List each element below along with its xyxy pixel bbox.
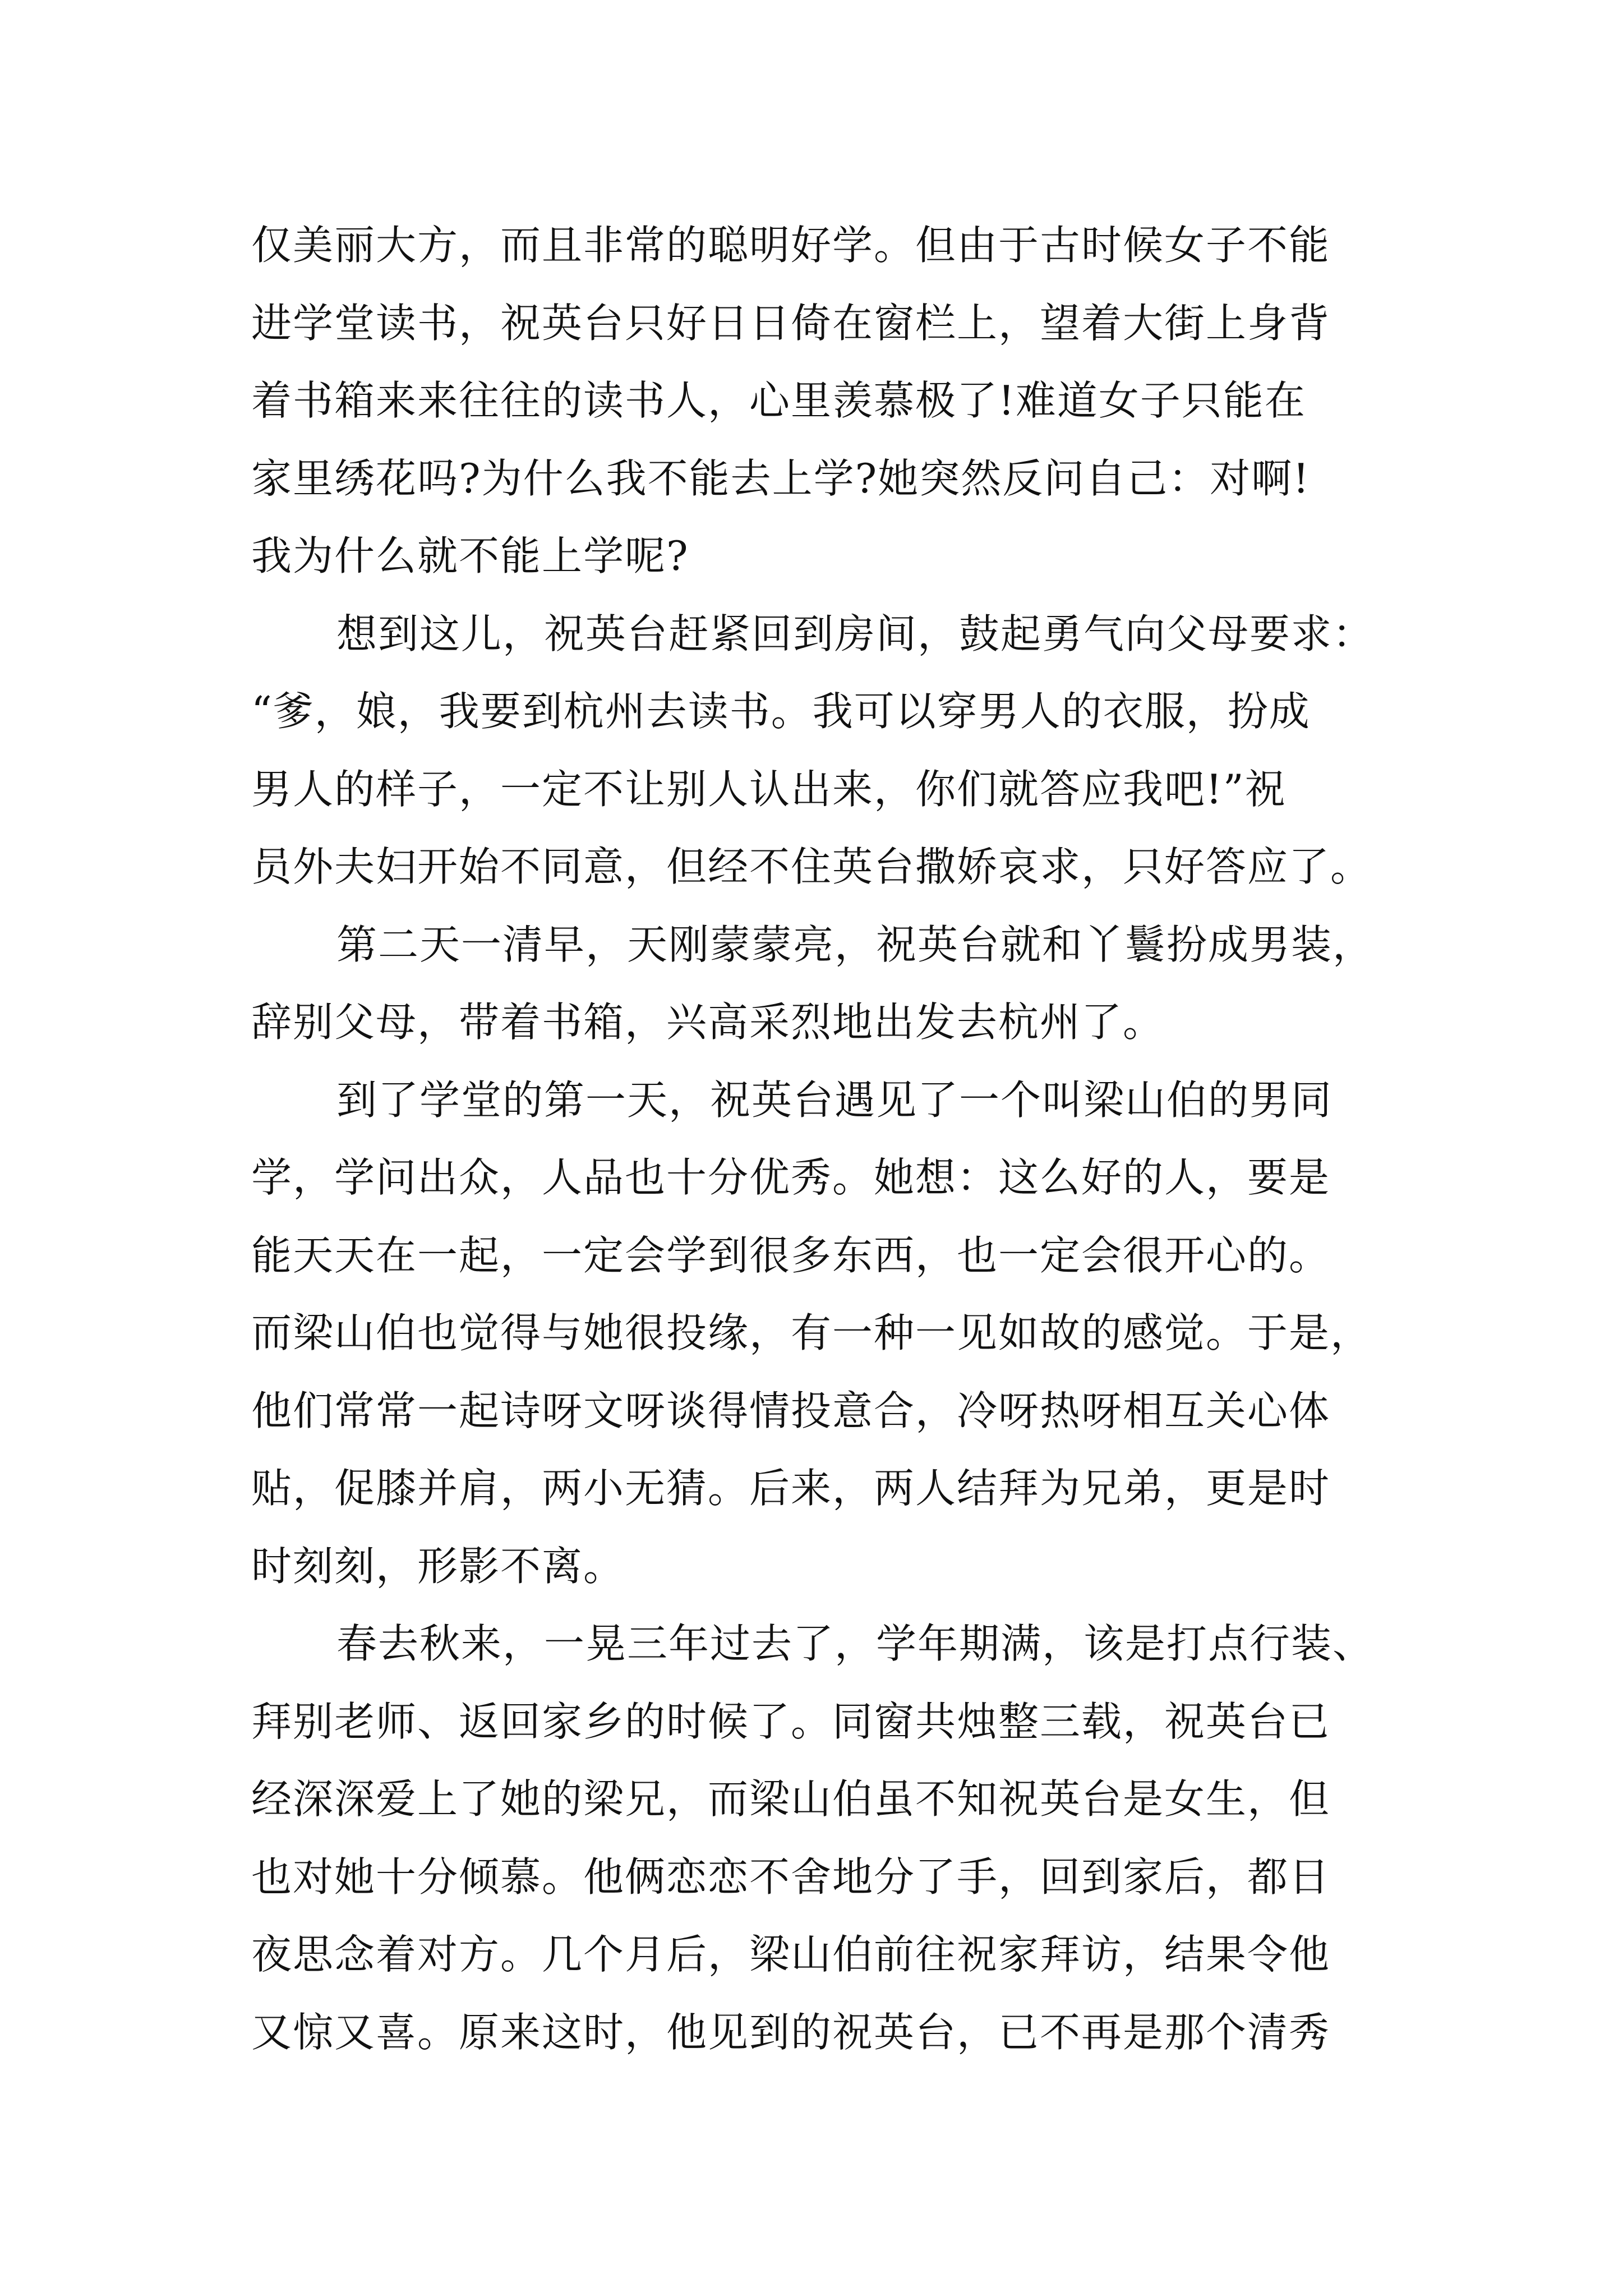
text-line: 时刻刻，形影不离。: [251, 1542, 625, 1590]
paragraph-first-line: 第二天一清早，天刚蒙蒙亮，祝英台就和丫鬟扮成男装，: [336, 921, 1375, 968]
text-line: 也对她十分倾慕。他俩恋恋不舍地分了手，回到家后，都日: [251, 1853, 1331, 1901]
body-text: [251, 206, 1407, 2071]
text-line: 员外夫妇开始不同意，但经不住英台撒娇哀求，只好答应了。: [251, 843, 1372, 890]
text-line: 他们常常一起诗呀文呀谈得情投意合，冷呀热呀相互关心体: [251, 1387, 1331, 1434]
text-line: 夜思念着对方。几个月后，梁山伯前往祝家拜访，结果令他: [251, 1931, 1331, 1978]
text-line: 男人的样子，一定不让别人认出来，你们就答应我吧!”祝: [251, 765, 1287, 813]
text-line: 学，学问出众，人品也十分优秀。她想：这么好的人，要是: [251, 1154, 1331, 1201]
text-line: 进学堂读书，祝英台只好日日倚在窗栏上，望着大街上身背: [251, 299, 1331, 347]
text-line: 而梁山伯也觉得与她很投缘，有一种一见如故的感觉。于是，: [251, 1309, 1372, 1356]
text-line: 又惊又喜。原来这时，他见到的祝英台，已不再是那个清秀: [251, 2008, 1331, 2056]
text-line: 经深深爱上了她的梁兄，而梁山伯虽不知祝英台是女生，但: [251, 1775, 1331, 1823]
paragraph-first-line: 春去秋来，一晃三年过去了，学年期满，该是打点行装、: [336, 1620, 1375, 1667]
paragraph-first-line: 到了学堂的第一天，祝英台遇见了一个叫梁山伯的男同: [336, 1076, 1333, 1124]
text-line: 能天天在一起，一定会学到很多东西，也一定会很开心的。: [251, 1231, 1331, 1279]
text-line: 我为什么就不能上学呢?: [251, 532, 689, 579]
text-line: “爹，娘，我要到杭州去读书。我可以穿男人的衣服，扮成: [251, 688, 1311, 735]
text-line: 辞别父母，带着书箱，兴高采烈地出发去杭州了。: [251, 999, 1165, 1046]
text-line: 贴，促膝并肩，两小无猜。后来，两人结拜为兄弟，更是时: [251, 1465, 1331, 1512]
paragraph-first-line: 想到这儿，祝英台赶紧回到房间，鼓起勇气向父母要求：: [336, 610, 1375, 657]
text-line: 仅美丽大方，而且非常的聪明好学。但由于古时候女子不能: [251, 222, 1331, 269]
text-line: 家里绣花吗?为什么我不能去上学?她突然反问自己：对啊!: [251, 454, 1311, 502]
text-line: 着书箱来来往往的读书人，心里羡慕极了!难道女子只能在: [251, 377, 1306, 424]
text-line: 拜别老师、返回家乡的时候了。同窗共烛整三载，祝英台已: [251, 1697, 1331, 1745]
